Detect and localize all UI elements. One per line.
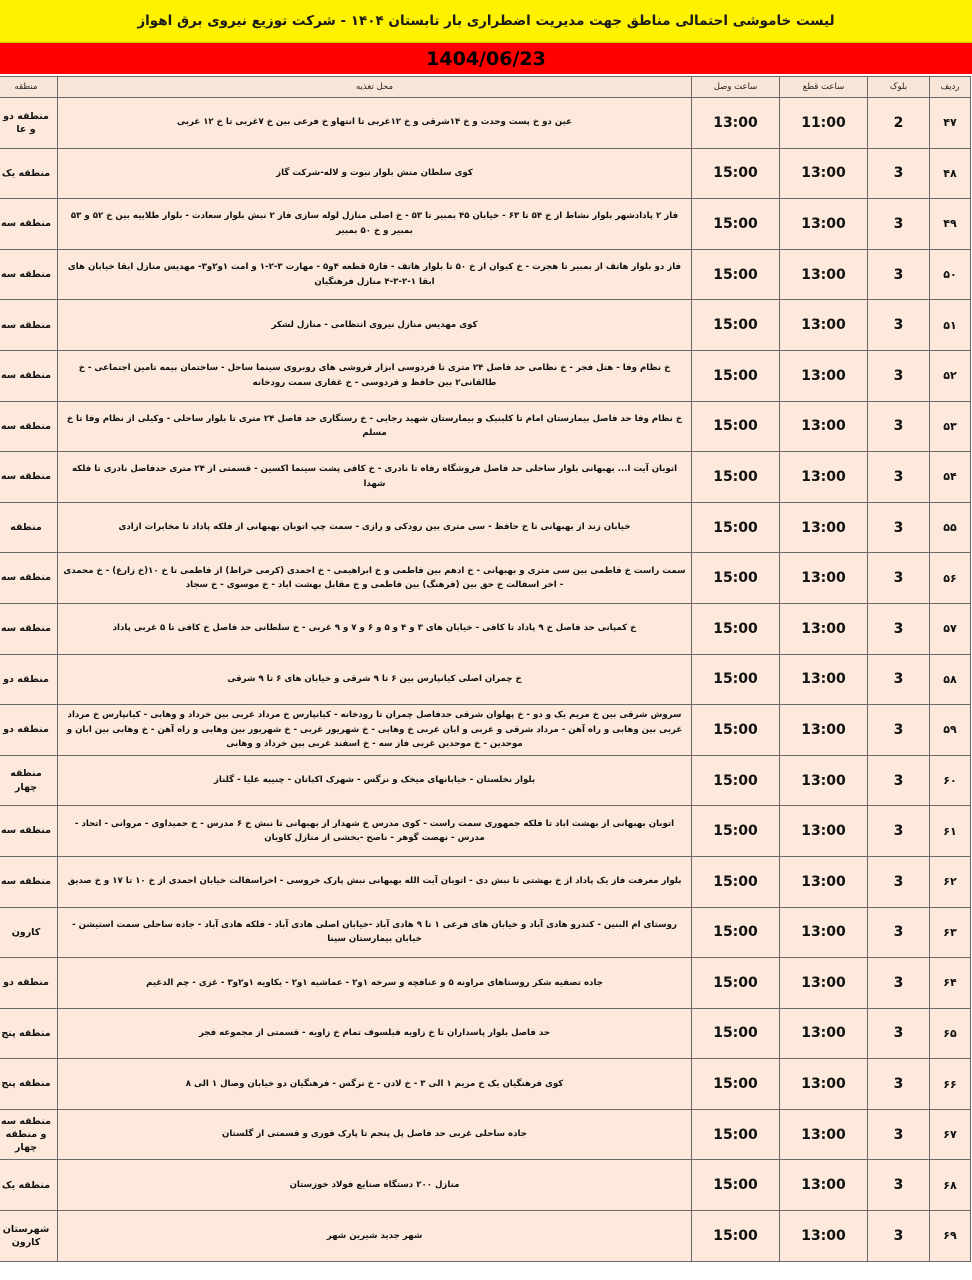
row-number-cell: ۶۵ [930, 1008, 971, 1059]
table-row [0, 907, 971, 958]
block-cell: 3 [868, 958, 930, 1009]
row-number-cell: ۵۲ [930, 350, 971, 401]
feeder-area-cell: فاز دو بلوار هاتف از بمبیر تا هجرت - خ کیوان از خ ۵۰ تا بلوار هاتف - فاز۵ قطعه ۴و۵ - مهارت ۳-۲-۱ و امت ۱و۲و۳- مهدیس منازل ابقا خیابان های ابقا ۱-۲-۳-۴ منازل فرهنگیان [58, 249, 692, 300]
feeder-area-cell: کوی فرهنگیان یک خ مریم ۱ الی ۳ - خ لادن - خ نرگس - فرهنگیان دو خیابان وصال ۱ الی ۸ [58, 1059, 692, 1110]
block-cell: 3 [868, 249, 930, 300]
cut-time-cell: 13:00 [780, 350, 868, 401]
table-row [0, 705, 971, 756]
table-row [0, 806, 971, 857]
block-cell: 3 [868, 148, 930, 199]
schedule-date: 1404/06/23 [0, 43, 972, 74]
reconnect-time-cell: 15:00 [692, 958, 780, 1009]
row-number-cell: ۶۶ [930, 1059, 971, 1110]
region-cell: منطقه [0, 502, 58, 553]
feeder-area-cell: جاده ساحلی غربی حد فاصل پل پنجم تا پارک فوری و قسمتی از گلستان [58, 1109, 692, 1160]
block-cell: 3 [868, 350, 930, 401]
table-row [0, 856, 971, 907]
cut-time-cell: 13:00 [780, 249, 868, 300]
region-cell: منطقه سه [0, 603, 58, 654]
reconnect-time-cell: 15:00 [692, 148, 780, 199]
row-number-cell: ۴۷ [930, 98, 971, 149]
table-row [0, 1008, 971, 1059]
row-number-cell: ۵۵ [930, 502, 971, 553]
row-number-cell: ۶۹ [930, 1211, 971, 1262]
cut-time-cell: 13:00 [780, 806, 868, 857]
block-cell: 3 [868, 300, 930, 351]
row-number-cell: ۵۰ [930, 249, 971, 300]
reconnect-time-cell: 15:00 [692, 350, 780, 401]
header-cut-time: ساعت قطع [780, 77, 868, 98]
blackout-schedule-table [0, 76, 971, 1262]
block-cell: 3 [868, 452, 930, 503]
block-cell: 3 [868, 1109, 930, 1160]
block-cell: 3 [868, 1211, 930, 1262]
block-cell: 3 [868, 553, 930, 604]
reconnect-time-cell: 15:00 [692, 1160, 780, 1211]
region-cell: منطقه دو [0, 958, 58, 1009]
table-row [0, 1160, 971, 1211]
cut-time-cell: 13:00 [780, 401, 868, 452]
row-number-cell: ۵۴ [930, 452, 971, 503]
feeder-area-cell: سمت راست خ فاطمی بین سی متری و بهبهانی - خ ادهم بین فاطمی و خ ابراهیمی - خ احمدی (کرمی خراط) از فاطمی تا خ ۱۰(خ زارع) - خ محمدی - اخر اسفالت خ حق بین (فرهنگ) بین فاطمی و خ مقابل بهشت اباد - خ موسوی - خ سجاد [58, 553, 692, 604]
table-row [0, 350, 971, 401]
block-cell: 3 [868, 856, 930, 907]
cut-time-cell: 13:00 [780, 300, 868, 351]
region-cell: منطقه سه [0, 401, 58, 452]
cut-time-cell: 13:00 [780, 1160, 868, 1211]
header-row-number: ردیف [930, 77, 971, 98]
reconnect-time-cell: 15:00 [692, 452, 780, 503]
row-number-cell: ۵۶ [930, 553, 971, 604]
region-cell: کارون [0, 907, 58, 958]
reconnect-time-cell: 15:00 [692, 603, 780, 654]
table-row [0, 1059, 971, 1110]
header-reconnect-time: ساعت وصل [692, 77, 780, 98]
row-number-cell: ۶۰ [930, 755, 971, 806]
reconnect-time-cell: 13:00 [692, 98, 780, 149]
cut-time-cell: 13:00 [780, 1109, 868, 1160]
feeder-area-cell: خ چمران اصلی کیانپارس بین ۶ تا ۹ شرقی و خیابان های ۶ تا ۹ شرقی [58, 654, 692, 705]
row-number-cell: ۵۱ [930, 300, 971, 351]
row-number-cell: ۶۲ [930, 856, 971, 907]
region-cell: منطقه دو [0, 654, 58, 705]
cut-time-cell: 13:00 [780, 603, 868, 654]
header-feeder: محل تغذیه [58, 77, 692, 98]
cut-time-cell: 13:00 [780, 654, 868, 705]
reconnect-time-cell: 15:00 [692, 806, 780, 857]
feeder-area-cell: اتوبان آیت ا... بهبهانی بلوار ساحلی حد فاصل فروشگاه رفاه تا نادری - خ کافی پشت سینما اکسین - قسمتی از ۲۴ متری حدفاصل نادری تا فلکه شهدا [58, 452, 692, 503]
region-cell: منطقه دو [0, 705, 58, 756]
feeder-area-cell: خ نظام وفا - هتل فجر - خ نظامی حد فاصل ۲۴ متری تا فردوسی ابزار فروشی های روبروی سینما ساحل - ساختمان بیمه تامین اجتماعی - خ طالقانی۲ بین حافظ و فردوسی - خ غفاری سمت رودخانه [58, 350, 692, 401]
region-cell: منطقه یک [0, 148, 58, 199]
block-cell: 3 [868, 199, 930, 250]
region-cell: منطقه سه [0, 856, 58, 907]
reconnect-time-cell: 15:00 [692, 1211, 780, 1262]
region-cell: منطقه پنج [0, 1008, 58, 1059]
table-row [0, 958, 971, 1009]
feeder-area-cell: خ کمپانی حد فاصل خ ۹ پاداد تا کافی - خیابان های ۳ و ۴ و ۵ و ۶ و ۷ و ۹ غربی - خ سلطانی حد فاصل خ کافی تا ۵ غربی پاداد [58, 603, 692, 654]
block-cell: 2 [868, 98, 930, 149]
block-cell: 3 [868, 1160, 930, 1211]
table-row [0, 755, 971, 806]
table-row [0, 401, 971, 452]
reconnect-time-cell: 15:00 [692, 249, 780, 300]
region-cell: منطقه سه [0, 350, 58, 401]
cut-time-cell: 13:00 [780, 1211, 868, 1262]
feeder-area-cell: عین دو خ پست وحدت و خ ۱۴شرقی و خ ۱۲غربی تا انتهاو خ فرعی بین خ ۷غربی تا خ ۱۲ غربی [58, 98, 692, 149]
block-cell: 3 [868, 654, 930, 705]
reconnect-time-cell: 15:00 [692, 1109, 780, 1160]
row-number-cell: ۶۱ [930, 806, 971, 857]
block-cell: 3 [868, 806, 930, 857]
table-row [0, 199, 971, 250]
header-block: بلوک [868, 77, 930, 98]
cut-time-cell: 13:00 [780, 199, 868, 250]
cut-time-cell: 13:00 [780, 907, 868, 958]
feeder-area-cell: خ نظام وفا حد فاصل بیمارستان امام تا کلینیک و بیمارستان شهید رجایی - خ رستگاری حد فاصل ۲۴ متری تا بلوار ساحلی - وکیلی از نظام وفا تا خ مسلم [58, 401, 692, 452]
cut-time-cell: 13:00 [780, 705, 868, 756]
table-row [0, 300, 971, 351]
region-cell: منطقه سه [0, 553, 58, 604]
cut-time-cell: 13:00 [780, 755, 868, 806]
feeder-area-cell: خیابان زند از بهبهانی تا خ حافظ - سی متری بین رودکی و رازی - سمت چپ اتوبان بهبهانی از فلکه پاداد تا مخابرات ازادی [58, 502, 692, 553]
cut-time-cell: 13:00 [780, 856, 868, 907]
feeder-area-cell: جاده تصفیه شکر روستاهای مراونه ۵ و عنافچه و سرخه ۱و۲ - عماشیه ۱و۲ - یکاویه ۱و۲و۳ - غزی - چم الدغیم [58, 958, 692, 1009]
table-row [0, 603, 971, 654]
reconnect-time-cell: 15:00 [692, 654, 780, 705]
reconnect-time-cell: 15:00 [692, 1008, 780, 1059]
block-cell: 3 [868, 907, 930, 958]
reconnect-time-cell: 15:00 [692, 300, 780, 351]
row-number-cell: ۶۸ [930, 1160, 971, 1211]
feeder-area-cell: حد فاصل بلوار پاسداران تا خ زاویه فیلسوف تمام خ زاویه - قسمتی از مجموعه فجر [58, 1008, 692, 1059]
block-cell: 3 [868, 603, 930, 654]
table-row [0, 654, 971, 705]
feeder-area-cell: سروش شرقی بین خ مریم یک و دو - خ پهلوان شرقی حدفاصل چمران تا رودخانه - کیانپارس خ مرداد غربی بین خرداد و وهابی - کیانپارس خ مرداد غربی بین وهابی و راه آهن - مرداد شرقی و غربی و ابان غربی خ وهابی - خ شهریور غربی - خ شهریور بین وهابی و راه آهن - خ وهابی بین ابان و موحدین - خ موحدین غربی فاز سه - خ اسفند غربی بین خرداد و وهابی [58, 705, 692, 756]
reconnect-time-cell: 15:00 [692, 199, 780, 250]
cut-time-cell: 13:00 [780, 553, 868, 604]
table-row [0, 502, 971, 553]
feeder-area-cell: روستای ام البنین - کندرو هادی آباد و خیابان های فرعی ۱ تا ۹ هادی آباد -خیابان اصلی هادی آباد - فلکه هادی آباد - جاده ساحلی سمت استیشن - خیابان بیمارستان سینا [58, 907, 692, 958]
region-cell: منطقه سه [0, 199, 58, 250]
reconnect-time-cell: 15:00 [692, 1059, 780, 1110]
cut-time-cell: 13:00 [780, 452, 868, 503]
region-cell: منطقه یک [0, 1160, 58, 1211]
feeder-area-cell: منازل ۲۰۰ دستگاه صنایع فولاد خوزستان [58, 1160, 692, 1211]
region-cell: منطقه سه [0, 249, 58, 300]
region-cell: شهرستان کارون [0, 1211, 58, 1262]
feeder-area-cell: کوی مهدیس منازل نیروی انتظامی - منازل لشکر [58, 300, 692, 351]
reconnect-time-cell: 15:00 [692, 907, 780, 958]
reconnect-time-cell: 15:00 [692, 705, 780, 756]
reconnect-time-cell: 15:00 [692, 553, 780, 604]
block-cell: 3 [868, 705, 930, 756]
block-cell: 3 [868, 1059, 930, 1110]
table-row [0, 249, 971, 300]
feeder-area-cell: فاز ۲ پادادشهر بلوار نشاط از خ ۵۴ تا ۶۳ - خیابان ۴۵ بمبیر تا ۵۳ - خ اصلی منازل لوله سازی فاز ۲ نبش بلوار سعادت - بلوار طلاییه بین خ ۵۲ و ۵۳ بمبیر و خ ۵۰ بمبیر [58, 199, 692, 250]
cut-time-cell: 11:00 [780, 98, 868, 149]
row-number-cell: ۶۴ [930, 958, 971, 1009]
row-number-cell: ۵۸ [930, 654, 971, 705]
region-cell: منطقه سه [0, 452, 58, 503]
block-cell: 3 [868, 502, 930, 553]
cut-time-cell: 13:00 [780, 1008, 868, 1059]
feeder-area-cell: کوی سلطان منش بلوار نبوت و لاله-شرکت گاز [58, 148, 692, 199]
block-cell: 3 [868, 1008, 930, 1059]
page-title: لیست خاموشی احتمالی مناطق جهت مدیریت اضطراری بار تابستان ۱۴۰۴ - شرکت توزیع نیروی برق اهواز [0, 0, 972, 43]
feeder-area-cell: بلوار نخلستان - خیابانهای میخک و نرگس - شهرک اکباتان - چنیبه علیا - گلناز [58, 755, 692, 806]
feeder-area-cell: اتوبان بهبهانی از بهشت اباد تا فلکه جمهوری سمت راست - کوی مدرس خ شهدار از بهبهانی تا نبش خ ۶ مدرس - خ حمیداوی - مروانی - اتحاد - مدرس - نهضت گوهر - ناصح -بخشی از منازل کاویان [58, 806, 692, 857]
table-row [0, 98, 971, 149]
region-cell: منطقه دو و عا [0, 98, 58, 149]
region-cell: منطقه سه و منطقه چهار [0, 1109, 58, 1160]
table-row [0, 452, 971, 503]
reconnect-time-cell: 15:00 [692, 856, 780, 907]
cut-time-cell: 13:00 [780, 958, 868, 1009]
row-number-cell: ۵۳ [930, 401, 971, 452]
region-cell: منطقه پنج [0, 1059, 58, 1110]
region-cell: منطقه سه [0, 300, 58, 351]
feeder-area-cell: شهر جدید شیرین شهر [58, 1211, 692, 1262]
table-header-row [0, 77, 971, 98]
reconnect-time-cell: 15:00 [692, 401, 780, 452]
reconnect-time-cell: 15:00 [692, 755, 780, 806]
region-cell: منطقه چهار [0, 755, 58, 806]
region-cell: منطقه سه [0, 806, 58, 857]
cut-time-cell: 13:00 [780, 502, 868, 553]
table-row [0, 1109, 971, 1160]
table-row [0, 148, 971, 199]
row-number-cell: ۶۷ [930, 1109, 971, 1160]
table-row [0, 1211, 971, 1262]
table-row [0, 553, 971, 604]
cut-time-cell: 13:00 [780, 1059, 868, 1110]
block-cell: 3 [868, 755, 930, 806]
row-number-cell: ۶۳ [930, 907, 971, 958]
row-number-cell: ۵۹ [930, 705, 971, 756]
reconnect-time-cell: 15:00 [692, 502, 780, 553]
feeder-area-cell: بلوار معرفت فاز یک پاداد از خ بهشتی تا نبش دی - اتوبان آیت الله بهبهانی نبش پارک خروسی - اخراسفالت خیابان احمدی از خ ۱۰ تا ۱۷ و خ صدیق [58, 856, 692, 907]
header-region: منطقه [0, 77, 58, 98]
row-number-cell: ۴۹ [930, 199, 971, 250]
block-cell: 3 [868, 401, 930, 452]
row-number-cell: ۵۷ [930, 603, 971, 654]
cut-time-cell: 13:00 [780, 148, 868, 199]
row-number-cell: ۴۸ [930, 148, 971, 199]
